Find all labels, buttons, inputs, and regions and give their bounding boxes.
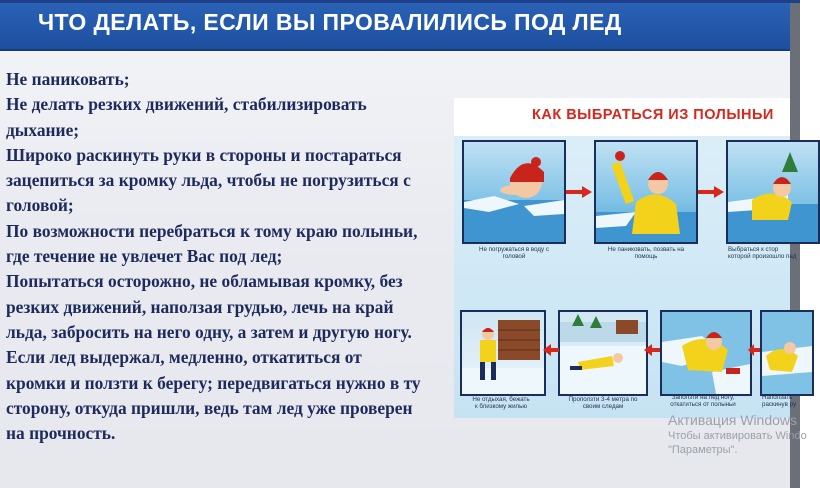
windows-activation-watermark	[668, 411, 807, 457]
arrow-left-icon	[644, 344, 660, 356]
watermark-line: Чтобы активировать Windo	[668, 430, 807, 442]
body-line: зацепиться за кромку льда, чтобы не погрузиться с	[6, 170, 411, 191]
slide-body-text	[6, 67, 456, 446]
slide-title: ЧТО ДЕЛАТЬ, ЕСЛИ ВЫ ПРОВАЛИЛИСЬ ПОД ЛЕД	[38, 9, 622, 35]
arrow-right-icon	[566, 186, 592, 198]
watermark-line: "Параметры".	[668, 444, 738, 456]
person-calling-help-illustration	[596, 142, 696, 242]
poster-panel-7	[760, 310, 814, 396]
body-line: По возможности перебраться к тому краю полыньи,	[6, 220, 418, 241]
body-line: головой;	[6, 195, 74, 216]
body-line: льда, забросить на него одну, а затем и другую ногу.	[6, 321, 412, 342]
person-crawling-illustration	[560, 312, 646, 394]
body-line: Попытаться осторожно, не обламывая кромку, без	[6, 271, 403, 292]
panel-4-caption: Не отдыхая, бежать к близкому жилью	[472, 396, 530, 411]
arrow-left-icon	[748, 344, 760, 356]
poster-panel-2	[594, 140, 698, 244]
person-running-home-illustration	[462, 312, 544, 394]
body-line: Не делать резких движений, стабилизировать	[6, 94, 367, 115]
poster-panel-1	[462, 140, 566, 244]
poster-title: КАК ВЫБРАТЬСЯ ИЗ ПОЛЫНЬИ	[532, 107, 774, 123]
poster-panel-3	[726, 140, 820, 244]
panel-6-caption: Заползти на лед ногу, откатиться от полыньи	[670, 394, 736, 409]
arrow-left-icon	[543, 344, 559, 356]
body-line: Широко раскинуть руки в стороны и постараться	[6, 144, 402, 165]
slide-title-bar	[0, 3, 790, 51]
body-line: кромки и ползти к берегу; передвигаться нужно в ту	[6, 372, 421, 393]
body-line: Не паниковать;	[6, 69, 130, 89]
body-line: где течение не увлечет Вас под лед;	[6, 246, 283, 267]
poster-panel-4	[460, 310, 546, 396]
poster-panel-6	[660, 310, 752, 396]
poster-panel-5	[558, 310, 648, 396]
panel-5-caption: Проползти 3-4 метра по своим следам	[568, 396, 638, 411]
arrow-right-icon	[698, 186, 724, 198]
body-line: сторону, откуда пришли, ведь там лед уже проверен	[6, 397, 413, 418]
person-spreading-arms-illustration	[762, 312, 812, 394]
body-line: дыхание;	[6, 119, 80, 140]
panel-1-caption: Не погружаться в воду с головой	[479, 246, 549, 261]
watermark-title: Активация Windows	[668, 412, 798, 428]
person-rolling-away-illustration	[662, 312, 750, 394]
panel-3-caption: Выбраться к стор которой произошло пад	[728, 246, 797, 261]
body-line: резких движений, наползая грудью, лечь на край	[6, 296, 394, 317]
panel-7-caption: Наползать раскинув ру	[762, 394, 797, 409]
body-line: Если лед выдержал, медленно, откатиться от	[6, 347, 362, 368]
ice-rescue-poster	[454, 98, 797, 418]
body-line: на прочность.	[6, 423, 116, 444]
person-in-water-illustration	[464, 142, 564, 242]
panel-2-caption: Не паниковать, позвать на помощь	[607, 246, 685, 261]
person-climbing-edge-illustration	[728, 142, 818, 242]
